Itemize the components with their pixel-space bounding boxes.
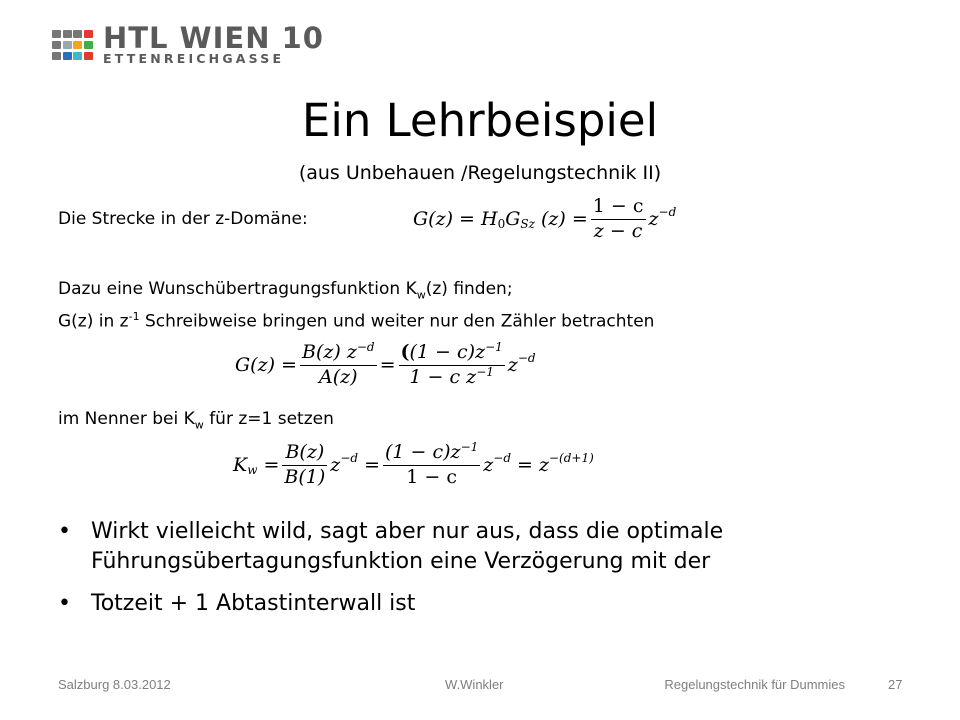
logo-square (63, 30, 72, 38)
logo-subtitle: ETTENREICHGASSE (103, 51, 285, 66)
bullet-line: Führungsübertagungsfunktion eine Verzögerung mit der (91, 549, 711, 574)
logo-mark (52, 30, 92, 62)
slide-title: Ein Lehrbeispiel (301, 94, 659, 147)
text-line-wunsch: Dazu eine Wunschübertragungsfunktion $K_w(z)$ finden; (58, 279, 513, 302)
text-line-schreibweise: G(z) in $z^{-1}$ Schreibweise bringen und weiter nur den Zähler betrachten (58, 310, 655, 332)
logo-square (84, 52, 93, 60)
footer-author: W.Winkler (445, 677, 504, 692)
footer-location-date: Salzburg 8.03.2012 (58, 677, 171, 692)
equation-g-z-inverse-form: G(z) = $\frac{B(z) z^{-d}}{A(z)}$ = $\frac{((1 - c)z^{-1}}{1 - c z^{-1}}$ z $^{-d}$ (235, 340, 536, 388)
logo-square (52, 52, 61, 60)
bullet-item-1 (58, 518, 918, 578)
text-line-strecke: Die Strecke in der z-Domäne: (58, 209, 308, 229)
logo-square (63, 52, 72, 60)
logo-square (52, 30, 61, 38)
bullet-line: Totzeit + 1 Abtastinterwall ist (91, 591, 416, 616)
footer-course-title: Regelungstechnik für Dummies (664, 677, 845, 692)
footer-page-number: 27 (888, 677, 903, 692)
logo-square (84, 30, 93, 38)
logo-square (52, 41, 61, 49)
bullet-dot: • (58, 591, 71, 616)
logo-square (73, 30, 82, 38)
logo-square (73, 52, 82, 60)
bullet-line: Wirkt vielleicht wild, sagt aber nur aus, dass die optimale (91, 519, 724, 544)
logo-square (84, 41, 93, 49)
bullet-dot: • (58, 519, 71, 544)
logo-square (73, 41, 82, 49)
text-line-nenner: im Nenner bei $K_w$ für z=1 setzen (58, 409, 334, 432)
bullet-item-2 (58, 590, 918, 620)
equation-kw: K $_w$ = $\frac{B(z)}{B(1)}$ z $^{-d}$ = $\frac{(1 - c)z^{-1}}{1 - c}$ z $^{-d}$ = z $^{-(d+1)}$ (233, 440, 594, 488)
equation-plant-transfer-function: G(z) = H $_0$ G $_{Sz}$ (z) = $\frac{1 - c}{z - c}$ z $^{-d}$ (413, 195, 677, 242)
logo-name: HTL WIEN 10 (103, 21, 324, 55)
slide-subtitle: (aus Unbehauen /Regelungstechnik II) (298, 162, 662, 184)
logo-square (63, 41, 72, 49)
